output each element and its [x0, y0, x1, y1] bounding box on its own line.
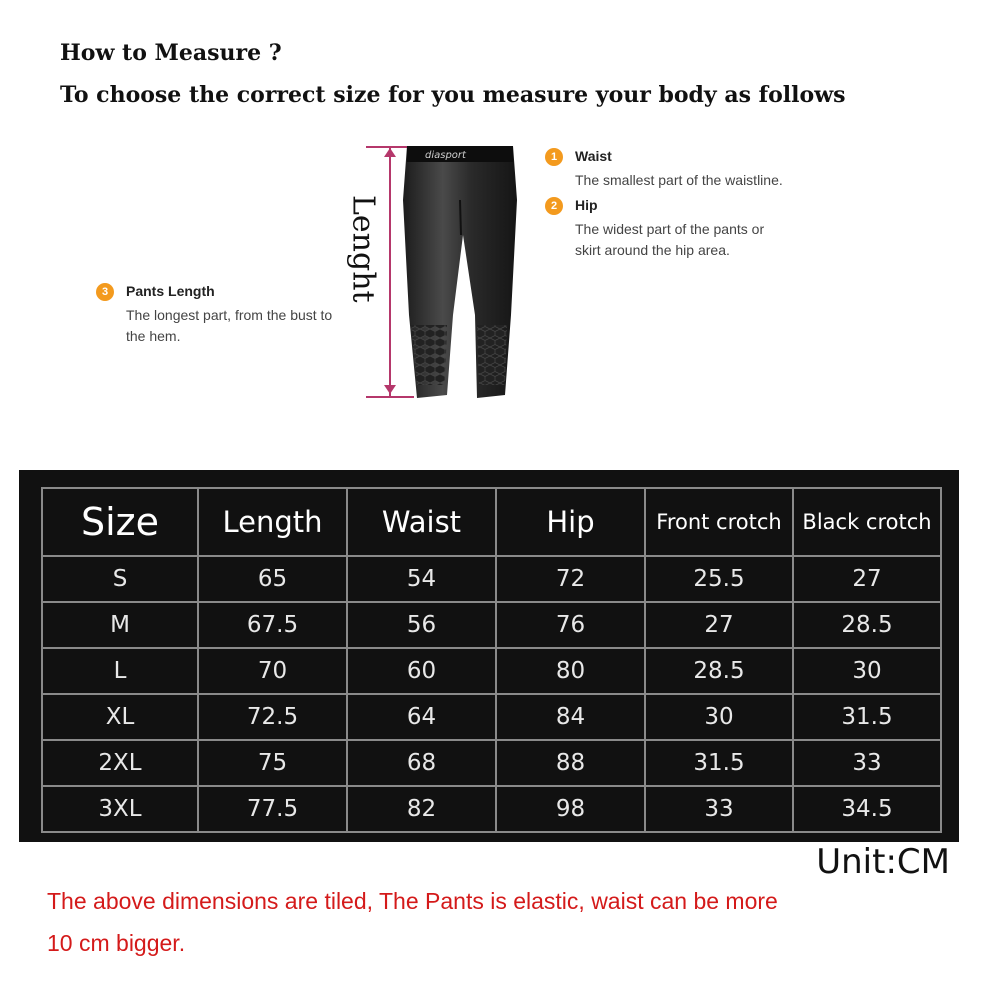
table-cell: 75 — [198, 740, 347, 786]
table-row — [42, 786, 941, 832]
callout-description: The smallest part of the waistline. — [575, 172, 783, 188]
table-cell: 98 — [496, 786, 645, 832]
table-header-row — [42, 488, 941, 556]
table-row — [42, 694, 941, 740]
header-front-crotch: Front crotch — [645, 488, 793, 556]
header-size: Size — [42, 488, 198, 556]
table-row — [42, 648, 941, 694]
table-cell: 25.5 — [645, 556, 793, 602]
page-subtitle: To choose the correct size for you measure your body as follows — [60, 82, 846, 108]
table-cell: 33 — [793, 740, 941, 786]
table-cell: 80 — [496, 648, 645, 694]
callout-title: Pants Length — [126, 283, 215, 299]
table-cell: 30 — [645, 694, 793, 740]
table-cell: 27 — [793, 556, 941, 602]
table-cell: 72 — [496, 556, 645, 602]
table-cell: 88 — [496, 740, 645, 786]
table-cell: 56 — [347, 602, 496, 648]
badge-number: 1 — [545, 148, 563, 166]
callout-title: Waist — [575, 148, 612, 164]
table-cell: M — [42, 602, 198, 648]
table-cell: 30 — [793, 648, 941, 694]
table-cell: 82 — [347, 786, 496, 832]
table-row — [42, 602, 941, 648]
table-cell: 84 — [496, 694, 645, 740]
table-cell: 28.5 — [793, 602, 941, 648]
table-cell: 70 — [198, 648, 347, 694]
header-black-crotch: Black crotch — [793, 488, 941, 556]
header-waist: Waist — [347, 488, 496, 556]
badge-number: 2 — [545, 197, 563, 215]
table-cell: XL — [42, 694, 198, 740]
table-cell: 68 — [347, 740, 496, 786]
badge-number: 3 — [96, 283, 114, 301]
size-chart-table — [41, 487, 942, 833]
table-cell: 60 — [347, 648, 496, 694]
table-cell: 28.5 — [645, 648, 793, 694]
table-cell: 77.5 — [198, 786, 347, 832]
compression-pants-image — [395, 140, 525, 415]
header-length: Length — [198, 488, 347, 556]
table-cell: 76 — [496, 602, 645, 648]
table-cell: 33 — [645, 786, 793, 832]
callout-description: The longest part, from the bust to the hem. — [126, 307, 333, 344]
unit-label: Unit:CM — [816, 842, 950, 882]
header-hip: Hip — [496, 488, 645, 556]
table-cell: 2XL — [42, 740, 198, 786]
table-cell: 64 — [347, 694, 496, 740]
callout-description: The widest part of the pants or skirt around the hip area. — [575, 221, 765, 258]
length-label: Lenght — [345, 195, 381, 303]
callout-title: Hip — [575, 197, 598, 213]
size-chart-panel — [19, 470, 959, 842]
table-cell: 54 — [347, 556, 496, 602]
table-cell: 3XL — [42, 786, 198, 832]
table-cell: S — [42, 556, 198, 602]
table-cell: 34.5 — [793, 786, 941, 832]
table-cell: 27 — [645, 602, 793, 648]
table-cell: L — [42, 648, 198, 694]
table-row — [42, 740, 941, 786]
elastic-note-line-2: 10 cm bigger. — [47, 930, 186, 956]
table-cell: 72.5 — [198, 694, 347, 740]
page-title: How to Measure ? — [60, 40, 282, 66]
table-row — [42, 556, 941, 602]
table-cell: 67.5 — [198, 602, 347, 648]
brand-text: diasport — [425, 150, 466, 161]
table-cell: 31.5 — [793, 694, 941, 740]
elastic-note-line-1: The above dimensions are tiled, The Pants is elastic, waist can be more — [47, 888, 778, 914]
length-measure-line — [389, 146, 391, 396]
table-cell: 31.5 — [645, 740, 793, 786]
table-cell: 65 — [198, 556, 347, 602]
